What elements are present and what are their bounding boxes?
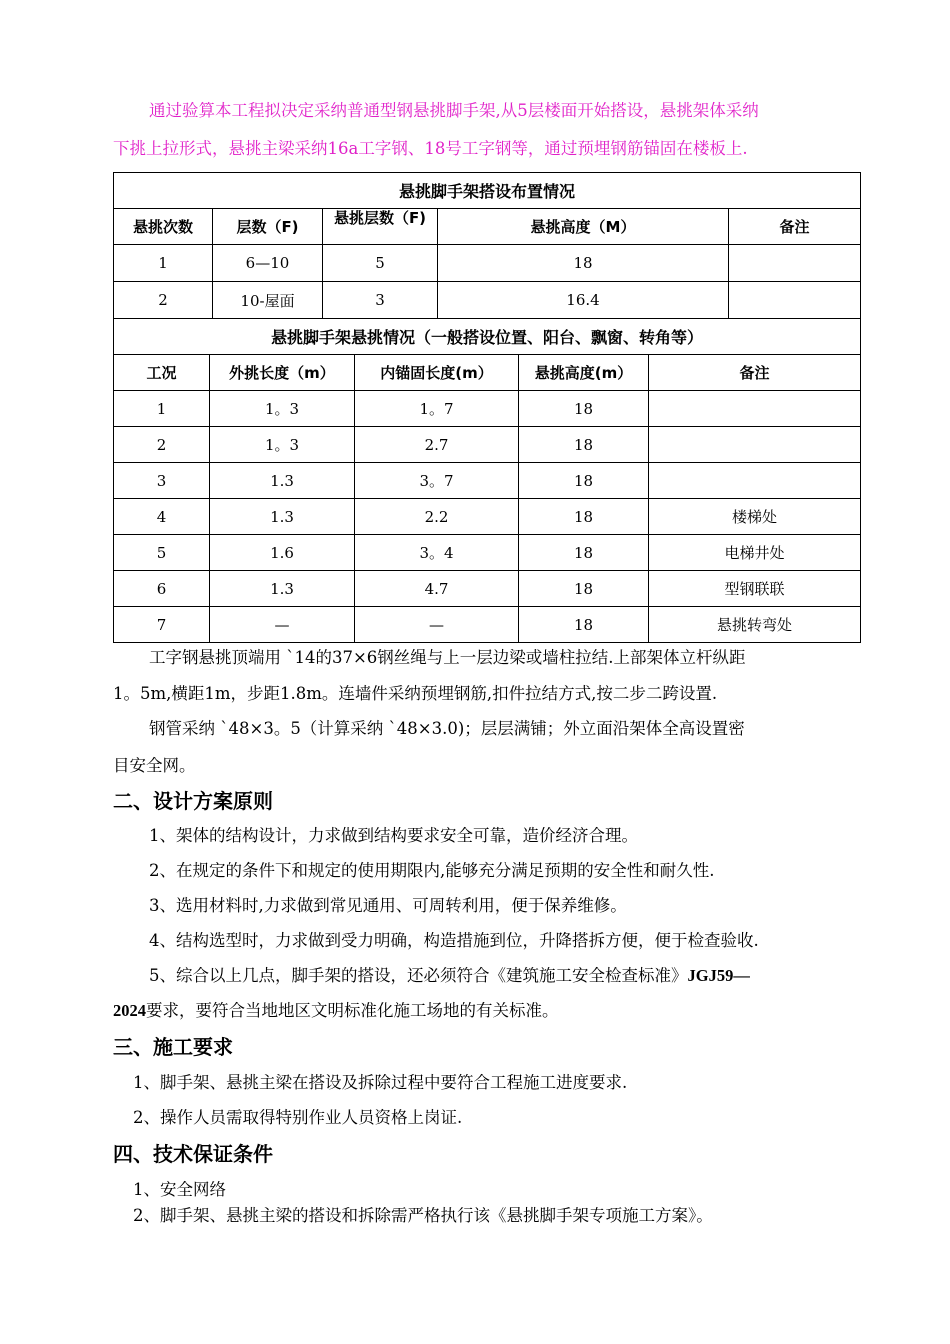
table-cell: 3。7 <box>355 463 519 499</box>
table1-header: 悬挑层数（F) <box>323 209 438 245</box>
table-cell: 1。7 <box>355 391 519 427</box>
table-cell: 2 <box>114 282 213 319</box>
body-p2-line2: 目安全网。 <box>113 756 196 775</box>
table-cantilever-layout <box>113 172 861 319</box>
table-cell: 1 <box>114 391 210 427</box>
table-cell: 2.7 <box>355 427 519 463</box>
section-heading-technical-guarantee: 四、技术保证条件 <box>113 1142 273 1166</box>
list-item: 2、在规定的条件下和规定的使用期限内,能够充分满足预期的安全性和耐久性. <box>149 861 715 880</box>
table2-header: 工况 <box>114 355 210 391</box>
table-cell: 6—10 <box>213 245 323 282</box>
table-cell: 1.3 <box>210 571 355 607</box>
table-cell: 电梯井处 <box>649 535 861 571</box>
list-item: 2、操作人员需取得特别作业人员资格上岗证. <box>133 1108 463 1127</box>
table-cell: 18 <box>519 571 649 607</box>
list-item: 1、安全网络 <box>133 1180 226 1199</box>
table-cell: 1.3 <box>210 463 355 499</box>
table2-header: 外挑长度（m） <box>210 355 355 391</box>
table-cell: — <box>210 607 355 643</box>
table-cell: 3。4 <box>355 535 519 571</box>
table1-header: 悬挑次数 <box>114 209 213 245</box>
table-cell: 18 <box>519 427 649 463</box>
table1-header: 悬挑高度（M） <box>438 209 729 245</box>
table-cell: 6 <box>114 571 210 607</box>
table-cell: 18 <box>519 499 649 535</box>
table-cell: 3 <box>323 282 438 319</box>
list-item: 4、结构选型时，力求做到受力明确，构造措施到位，升降搭拆方便，便于检查验收. <box>149 931 759 950</box>
table-row <box>114 282 861 319</box>
table-cell: 10-屋面 <box>213 282 323 319</box>
table-cell: 18 <box>519 607 649 643</box>
table-cell: 1.3 <box>210 499 355 535</box>
table1-header: 层数（F) <box>213 209 323 245</box>
table-cell <box>729 245 861 282</box>
table-cell: 18 <box>438 245 729 282</box>
table-cell: 2.2 <box>355 499 519 535</box>
table-cell: 1.6 <box>210 535 355 571</box>
body-p1-line1: 工字钢悬挑顶端用 `14的37×6钢丝绳与上一层边梁或墙柱拉结.上部架体立杆纵距 <box>149 648 746 667</box>
list-item: 1、架体的结构设计，力求做到结构要求安全可靠，造价经济合理。 <box>149 826 638 845</box>
section-heading-construction-requirements: 三、施工要求 <box>113 1035 233 1059</box>
table-cell: 2 <box>114 427 210 463</box>
table2-header: 备注 <box>649 355 861 391</box>
body-p2-line1: 钢管采纳 `48×3。5（计算采纳 `48×3.0)；层层满铺；外立面沿架体全高设置密 <box>149 719 745 738</box>
table-cell: 4 <box>114 499 210 535</box>
table-cell <box>649 427 861 463</box>
table-row <box>114 463 861 499</box>
table-cell: — <box>355 607 519 643</box>
list-item: 5、综合以上几点，脚手架的搭设，还必须符合《建筑施工安全检查标准》JGJ59— <box>149 966 750 985</box>
table2-title: 悬挑脚手架悬挑情况（一般搭设位置、阳台、飘窗、转角等） <box>114 319 861 355</box>
table-cell: 5 <box>114 535 210 571</box>
table-cell: 型钢联联 <box>649 571 861 607</box>
table-cell: 3 <box>114 463 210 499</box>
intro-line-2: 下挑上拉形式，悬挑主梁采纳16a工字钢、18号工字钢等，通过预埋钢筋锚固在楼板上. <box>113 139 748 158</box>
table-cell: 1 <box>114 245 213 282</box>
list-item-continued: 2024要求，要符合当地地区文明标准化施工场地的有关标准。 <box>113 1001 559 1020</box>
list-item: 3、选用材料时,力求做到常见通用、可周转利用，便于保养维修。 <box>149 896 627 915</box>
table-cell: 5 <box>323 245 438 282</box>
body-p1-line2: 1。5m,横距1m，步距1.8m。连墙件采纳预埋钢筋,扣件拉结方式,按二步二跨设置. <box>113 684 718 703</box>
table-cell: 1。3 <box>210 427 355 463</box>
table-cell <box>649 463 861 499</box>
list-item: 1、脚手架、悬挑主梁在搭设及拆除过程中要符合工程施工进度要求. <box>133 1073 628 1092</box>
section-heading-design-principles: 二、设计方案原则 <box>113 789 273 813</box>
table-row <box>114 607 861 643</box>
table-cell: 18 <box>519 535 649 571</box>
table-row <box>114 391 861 427</box>
table-cell: 楼梯处 <box>649 499 861 535</box>
table-cell: 18 <box>519 391 649 427</box>
table-cell <box>729 282 861 319</box>
table2-header: 内锚固长度(m） <box>355 355 519 391</box>
table-cell <box>649 391 861 427</box>
table-row <box>114 571 861 607</box>
table-cell: 7 <box>114 607 210 643</box>
table-cell: 4.7 <box>355 571 519 607</box>
table-cell: 16.4 <box>438 282 729 319</box>
table-row <box>114 535 861 571</box>
table2-header: 悬挑高度(m） <box>519 355 649 391</box>
table-cell: 悬挑转弯处 <box>649 607 861 643</box>
table-cell: 18 <box>519 463 649 499</box>
table-cantilever-conditions <box>113 318 861 643</box>
table-row <box>114 499 861 535</box>
table-row <box>114 245 861 282</box>
table1-title: 悬挑脚手架搭设布置情况 <box>114 173 861 209</box>
table1-header: 备注 <box>729 209 861 245</box>
intro-line-1: 通过验算本工程拟决定采纳普通型钢悬挑脚手架,从5层楼面开始搭设，悬挑架体采纳 <box>149 101 759 120</box>
list-item: 2、脚手架、悬挑主梁的搭设和拆除需严格执行该《悬挑脚手架专项施工方案》。 <box>133 1206 713 1225</box>
table-row <box>114 427 861 463</box>
table-cell: 1。3 <box>210 391 355 427</box>
